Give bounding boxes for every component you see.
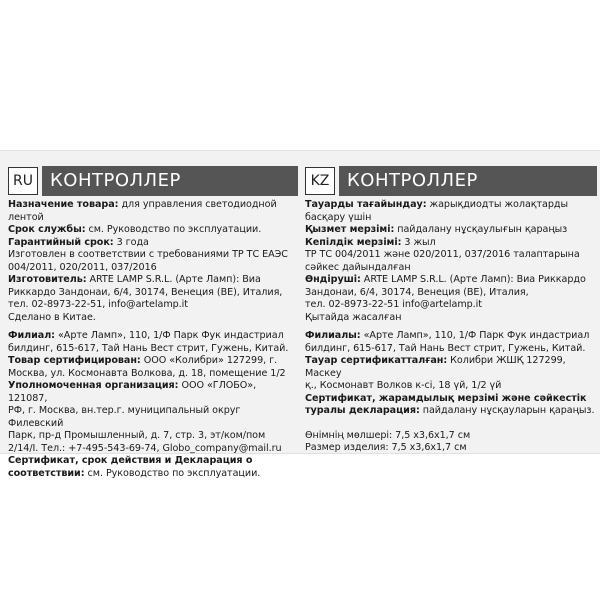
kz-manufacturer-contact: тел. 02-8973-22-51 info@artelamp.it — [305, 299, 482, 310]
kz-language-code: KZ — [305, 167, 335, 195]
ru-certified-address: Москва, ул. Космонавта Волкова, д. 18, помещение 1/2 — [8, 367, 286, 379]
ru-manufacturer-contact: тел. 02-8973-22-51, info@artelamp.it — [8, 299, 188, 310]
ru-manufacturer: Изготовитель: ARTE LAMP S.R.L. (Арте Ламп): Виа — [8, 274, 261, 285]
kz-manufacturer: Өндіруші: ARTE LAMP S.R.L. (Арте Ламп): Виа Риккардо — [305, 274, 586, 285]
ru-declaration-label: Сертификат, срок действия и Декларация о — [8, 455, 253, 466]
kz-title: КОНТРОЛЛЕР — [339, 166, 597, 196]
kz-section — [305, 166, 597, 455]
kz-product-size: Өнімнің мөлшері: 7,5 x3,6x1,7 см — [305, 429, 471, 441]
kz-purpose-cont: басқару үшін — [305, 211, 372, 223]
kz-manufacturer-address: Зандонаи, 6/4, 30174, Венеция (BE), Италия, — [305, 286, 529, 298]
ru-header — [8, 166, 298, 196]
ru-standards-2: 004/2011, 020/2011, 037/2016 — [8, 261, 157, 273]
ru-title: КОНТРОЛЛЕР — [42, 166, 298, 196]
ru-declaration: соответствии: см. Руководство по эксплуатации. — [8, 467, 261, 479]
kz-made-in: Қытайда жасалған — [305, 311, 402, 323]
ru-language-code: RU — [8, 167, 38, 195]
kz-standards-1: ТР ТС 004/2011 және 020/2011, 037/2016 талаптарына — [305, 249, 580, 260]
kz-warranty: Кепілдік мерзімі: 3 жыл — [305, 236, 436, 248]
ru-branch-address: билдинг, 615-617, Тай Нань Вест стрит, Гужень, Китай. — [8, 342, 289, 354]
ru-authorized-address-2: Парк, пр-д Промышленный, д. 7, стр. 3, эт/ком/пом — [8, 430, 266, 441]
ru-certified: Товар сертифицирован: ООО «Колибри» 127299, г. — [8, 355, 278, 366]
kz-branch: Филиалы: «Арте Ламп», 110, 1/Ф Парк Фук индастриал — [305, 330, 590, 341]
ru-manufacturer-address: Риккардо Зандонаи, 6/4, 30174, Венеция (BE), Италия, — [8, 286, 283, 298]
kz-service-life: Қызмет мерзімі: пайдалану нұсқаулығын қараңыз — [305, 224, 568, 235]
ru-standards-1: Изготовлен в соответствии с требованиями ТР ТС ЕАЭС — [8, 249, 288, 260]
ru-body — [8, 199, 298, 480]
ru-authorized-contact: 2/14/I. Тел.: +7-495-543-69-74, Globo_company@mail.ru — [8, 442, 282, 454]
kz-purpose: Тауарды тағайындау: жарықдиодты жолақтарды — [305, 199, 569, 210]
ru-product-size: Размер изделия: 7,5 х3,6х1,7 см — [305, 442, 467, 453]
ru-made-in: Сделано в Китае. — [8, 311, 96, 323]
ru-authorized: Уполномоченная организация: ООО «ГЛОБО», 121087, — [8, 380, 257, 404]
kz-certified-address: қ., Космонавт Волков к-сі, 18 үй, 1/2 үй — [305, 380, 502, 391]
ru-warranty: Гарантийный срок: 3 года — [8, 236, 149, 248]
ru-authorized-address-1: РФ, г. Москва, вн.тер.г. муниципальный округ Филевский — [8, 405, 241, 429]
ru-section — [8, 166, 298, 480]
ru-branch: Филиал: «Арте Ламп», 110, 1/Ф Парк Фук индастриал — [8, 330, 284, 341]
kz-certified: Тауар сертификатталған: Колибри ЖШҚ 127299, Маскеу — [305, 355, 566, 379]
kz-body — [305, 199, 597, 455]
kz-branch-address: билдинг, 615-617, Тай Нань Вест стрит, Гужень, Китай. — [305, 342, 586, 354]
ru-purpose: Назначение товара: для управления светодиодной лентой — [8, 199, 277, 223]
ru-service-life: Срок службы: см. Руководство по эксплуатации. — [8, 224, 262, 235]
kz-standards-2: сәйкес дайындалған — [305, 261, 411, 273]
kz-declaration-label: Сертификат, жарамдылық мерзімі және сәйкестік — [305, 392, 587, 404]
kz-declaration: туралы декларация: пайдалану нұсқауларын қараңыз. — [305, 405, 595, 416]
kz-header — [305, 166, 597, 196]
